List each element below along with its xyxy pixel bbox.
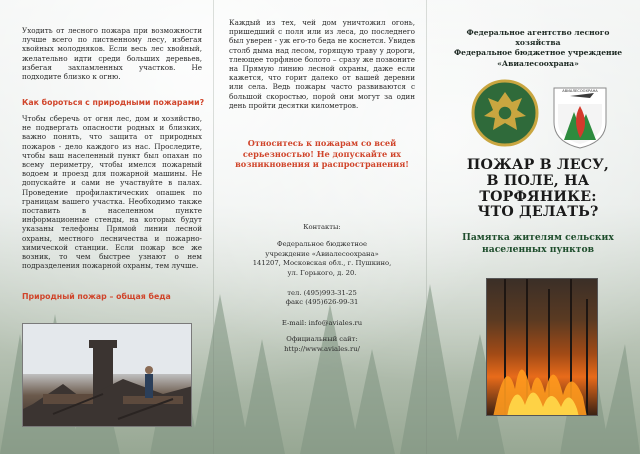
title-line: В ПОЛЕ, НА — [486, 172, 590, 189]
emblem-icon — [470, 78, 540, 148]
brochure-subtitle — [444, 232, 632, 256]
panel-left — [0, 0, 213, 454]
agency-block — [446, 28, 630, 69]
burned-house-photo — [22, 323, 192, 427]
contacts-block — [229, 223, 415, 354]
title-line: ТОРФЯНИКЕ: — [479, 188, 597, 205]
warning-text: Отноcитесь к пожарам со всей серьезностью! Не допускайте их возникновения и распространения! — [235, 138, 409, 170]
svg-text:АВИАЛЕСООХРАНА: АВИАЛЕСООХРАНА — [562, 89, 598, 93]
heading-fight: Как бороться с природными пожарами? — [22, 98, 205, 107]
agency-line1: Федеральное агентство лесного хозяйства — [466, 28, 610, 48]
subtitle-line: Памятка жителям сельских — [462, 232, 614, 243]
middle-top-text: Каждый из тех, чей дом уничтожил огонь, пришедший с поля или из леса, до последнего был уверен - уж его-то беда не коснется. Увидев столб дыма над лесом, горящую траву у дороги, тлеющее торфяное болото – сразу же позвоните на Прямую линию лесной охраны, даже если кажется, что горит далеко от вашей деревни или села. Ведь пожары часто развиваются с большой скоростью, порой они могут за один день пройти десятки километров. — [229, 18, 415, 110]
aviales-logo-icon — [550, 84, 610, 150]
subtitle-line: населенных пунктов — [482, 244, 594, 255]
contacts-email: E-mail: info@aviales.ru — [281, 318, 363, 327]
contacts-title: Контакты: — [303, 223, 341, 231]
ruins-icon — [23, 324, 192, 427]
forest-fire-photo — [486, 278, 598, 416]
heading-danger: Природный пожар – общая беда — [22, 292, 171, 301]
agency-line2: Федеральное бюджетное учреждение «Авиалесоохрана» — [453, 48, 623, 68]
panel-right — [426, 0, 640, 454]
contacts-org: Федеральное бюджетное учреждение «Авиалесоохрана» — [265, 240, 379, 258]
contacts-phone: тел. (495)993-31-25 — [287, 289, 357, 298]
fight-text: Чтобы сберечь от огня лес, дом и хозяйство, не подвергать опасности родных и близких, важно понять, что защита от природных пожаров - дело каждого из нас. Проследите, чтобы ваш населенный пункт был опахан по всему периметру, чтобы имелся пожарный водоем и проезд для пожарной машины. Не допускайте и сами не участвуйте в палах. Проведение профилактических опашек по границам вашего участка. Необходимо также поставить в населенном пункте информационные стенды, на которых будут указаны телефоны Прямой линии лесной охраны, местного лесничества и пожарно-химической станции. Если пожар все же возник, то чем быстрее узнают о нем подразделения пожарной охраны, тем лучше. — [22, 114, 202, 271]
fire-icon — [487, 279, 598, 416]
title-line: ПОЖАР В ЛЕСУ, — [466, 157, 610, 173]
panel-middle — [213, 0, 426, 454]
contacts-site[interactable]: http://www.aviales.ru/ — [284, 344, 360, 353]
intro-text: Уходить от лесного пожара при возможности лучше всего по лиственному лесу, избегая хвойных молодняков. Если весь лес хвойный, желательно идти среди больших деревьев, избегая захламленных участков. Не подходите близко к огню. — [22, 26, 202, 82]
title-line: ЧТО ДЕЛАТЬ? — [477, 204, 599, 221]
contacts-fax: факс (495)626-99-31 — [285, 298, 359, 307]
contacts-address: 141207, Московская обл., г. Пушкино, ул. Горького, д. 20. — [252, 259, 392, 277]
brochure-title — [444, 158, 632, 221]
contacts-site-label: Официальный сайт: — [286, 335, 358, 344]
